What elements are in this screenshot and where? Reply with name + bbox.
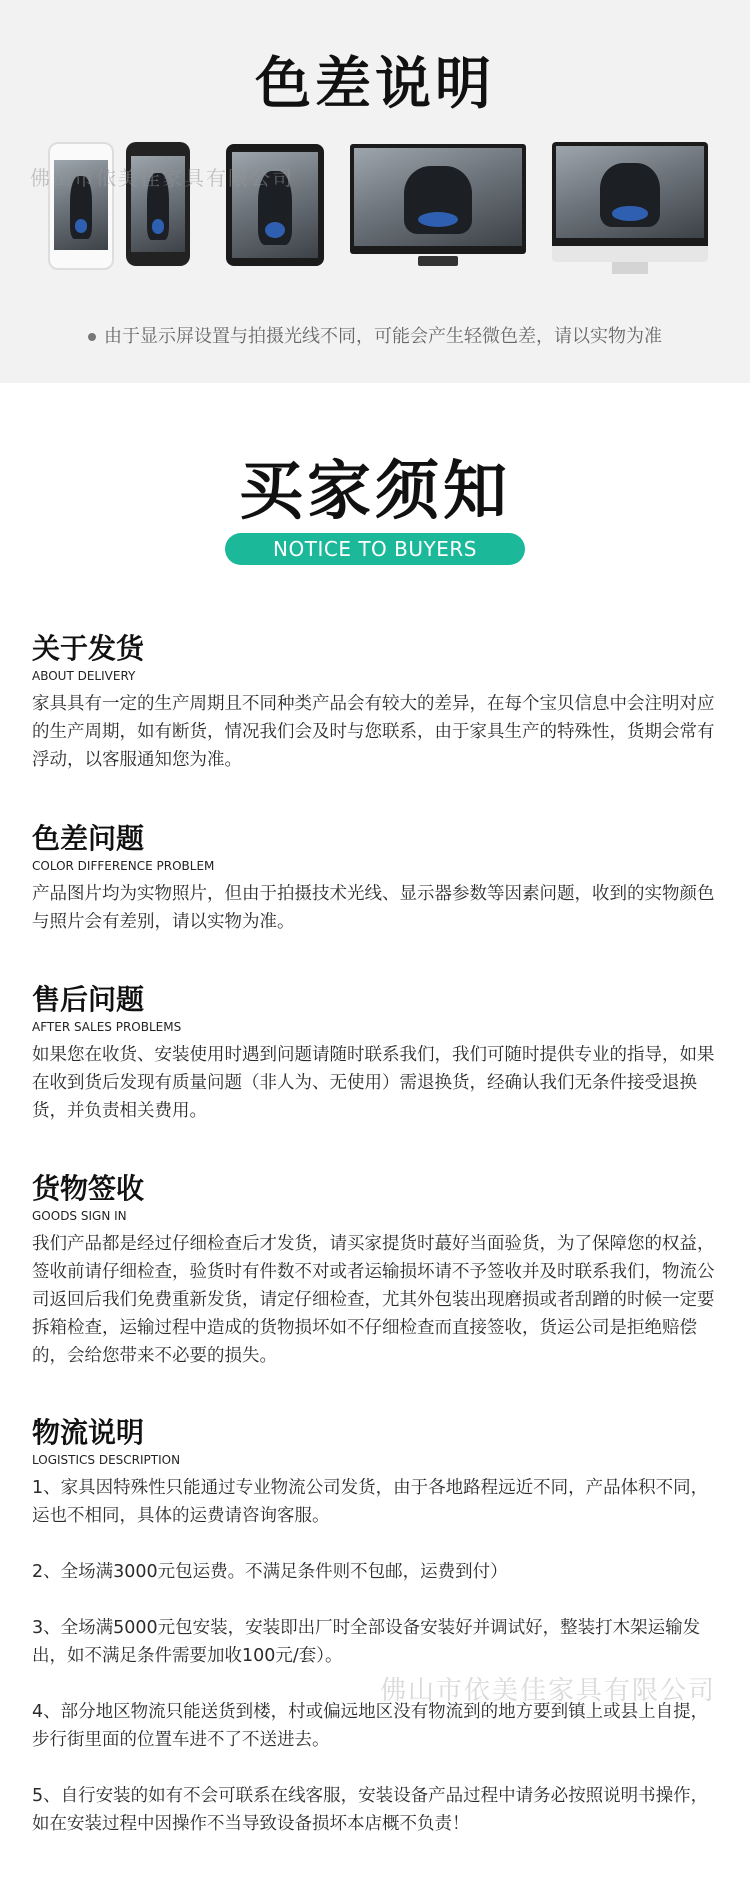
section-subtitle: COLOR DIFFERENCE PROBLEM <box>32 859 215 873</box>
section-color-difference <box>32 822 722 936</box>
section-subtitle: GOODS SIGN IN <box>32 1209 127 1223</box>
section-delivery <box>32 632 722 774</box>
color-difference-note-text: 由于显示屏设置与拍摄光线不同，可能会产生轻微色差，请以实物为准 <box>104 326 662 347</box>
tv-screen-image <box>354 148 522 246</box>
tv-device <box>350 144 526 254</box>
section-title: 色差问题 <box>32 822 145 855</box>
section-subtitle: AFTER SALES PROBLEMS <box>32 1020 182 1034</box>
logistics-item: 4、部分地区物流只能送货到楼，村或偏远地区没有物流到的地方要到镇上或县上自提，步行街里面的位置车进不了不送进去。 <box>32 1702 709 1750</box>
section-title: 货物签收 <box>32 1172 145 1205</box>
logistics-item: 2、全场满3000元包运费。不满足条件则不包邮，运费到付） <box>32 1562 508 1582</box>
section-logistics <box>32 1416 722 1838</box>
footer-watermark-text: 佛山市依美佳家具有限公司 <box>380 1676 717 1706</box>
section-paragraph: 产品图片均为实物照片，但由于拍摄技术光线、显示器参数等因素问题，收到的实物颜色与照片会有差别，请以实物为准。 <box>32 884 715 932</box>
section-subtitle: ABOUT DELIVERY <box>32 669 136 683</box>
section-title: 关于发货 <box>32 632 145 665</box>
section-body <box>32 1474 722 1838</box>
logistics-item: 1、家具因特殊性只能通过专业物流公司发货，由于各地路程远近不同，产品体积不同，运也不相同，具体的运费请咨询客服。 <box>32 1478 709 1526</box>
monitor-chin <box>552 246 708 262</box>
device-preview-row <box>0 138 750 278</box>
monitor-stand <box>612 262 648 274</box>
section-title: 物流说明 <box>32 1416 145 1449</box>
section-paragraph: 我们产品都是经过仔细检查后才发货，请买家提货时蕞好当面验货，为了保障您的权益，签收前请仔细检查，验货时有件数不对或者运输损坏请不予签收并及时联系我们，物流公司返回后我们免费重新发货，请定仔细检查，尤其外包装出现磨损或者刮蹭的时候一定要拆箱检查，运输过程中造成的货物损坏如不仔细检查而直接签收，货运公司是拒绝赔偿的，会给您带来不必要的损失。 <box>32 1234 715 1366</box>
section-title: 售后问题 <box>32 983 145 1016</box>
notice-title: 买家须知 <box>239 455 511 529</box>
watermark-text: 佛山市依美佳家具有限公司 <box>30 166 294 190</box>
notice-badge: NOTICE TO BUYERS <box>225 533 525 565</box>
section-paragraph: 如果您在收货、安装使用时遇到问题请随时联系我们，我们可随时提供专业的指导，如果在收到货后发现有质量问题（非人为、无使用）需退换货，经确认我们无条件接受退换货，并负责相关费用。 <box>32 1045 715 1121</box>
desktop-monitor-device <box>552 142 708 246</box>
section-body <box>32 1041 722 1125</box>
color-difference-title: 色差说明 <box>255 52 495 117</box>
monitor-screen-image <box>556 146 704 238</box>
section-body <box>32 690 722 774</box>
tv-stand <box>418 256 458 266</box>
color-difference-banner <box>0 0 750 383</box>
section-goods-sign-in <box>32 1172 722 1370</box>
section-body <box>32 880 722 936</box>
section-body <box>32 1230 722 1370</box>
section-subtitle: LOGISTICS DESCRIPTION <box>32 1453 181 1467</box>
bullet-dot-icon <box>88 333 96 341</box>
section-after-sales <box>32 983 722 1125</box>
logistics-item: 5、自行安装的如有不会可联系在线客服，安装设备产品过程中请务必按照说明书操作，如在安装过程中因操作不当导致设备损坏本店概不负责！ <box>32 1786 709 1834</box>
section-paragraph: 家具具有一定的生产周期且不同种类产品会有较大的差异，在每个宝贝信息中会注明对应的生产周期，如有断货，情况我们会及时与您联系，由于家具生产的特殊性，货期会常有浮动，以客服通知您为准。 <box>32 694 715 770</box>
phone-black-device <box>126 142 190 266</box>
logistics-item: 3、全场满5000元包安装，安装即出厂时全部设备安装好并调试好，整装打木架运输发出，如不满足条件需要加收100元/套）。 <box>32 1618 701 1666</box>
color-difference-note <box>0 322 750 348</box>
